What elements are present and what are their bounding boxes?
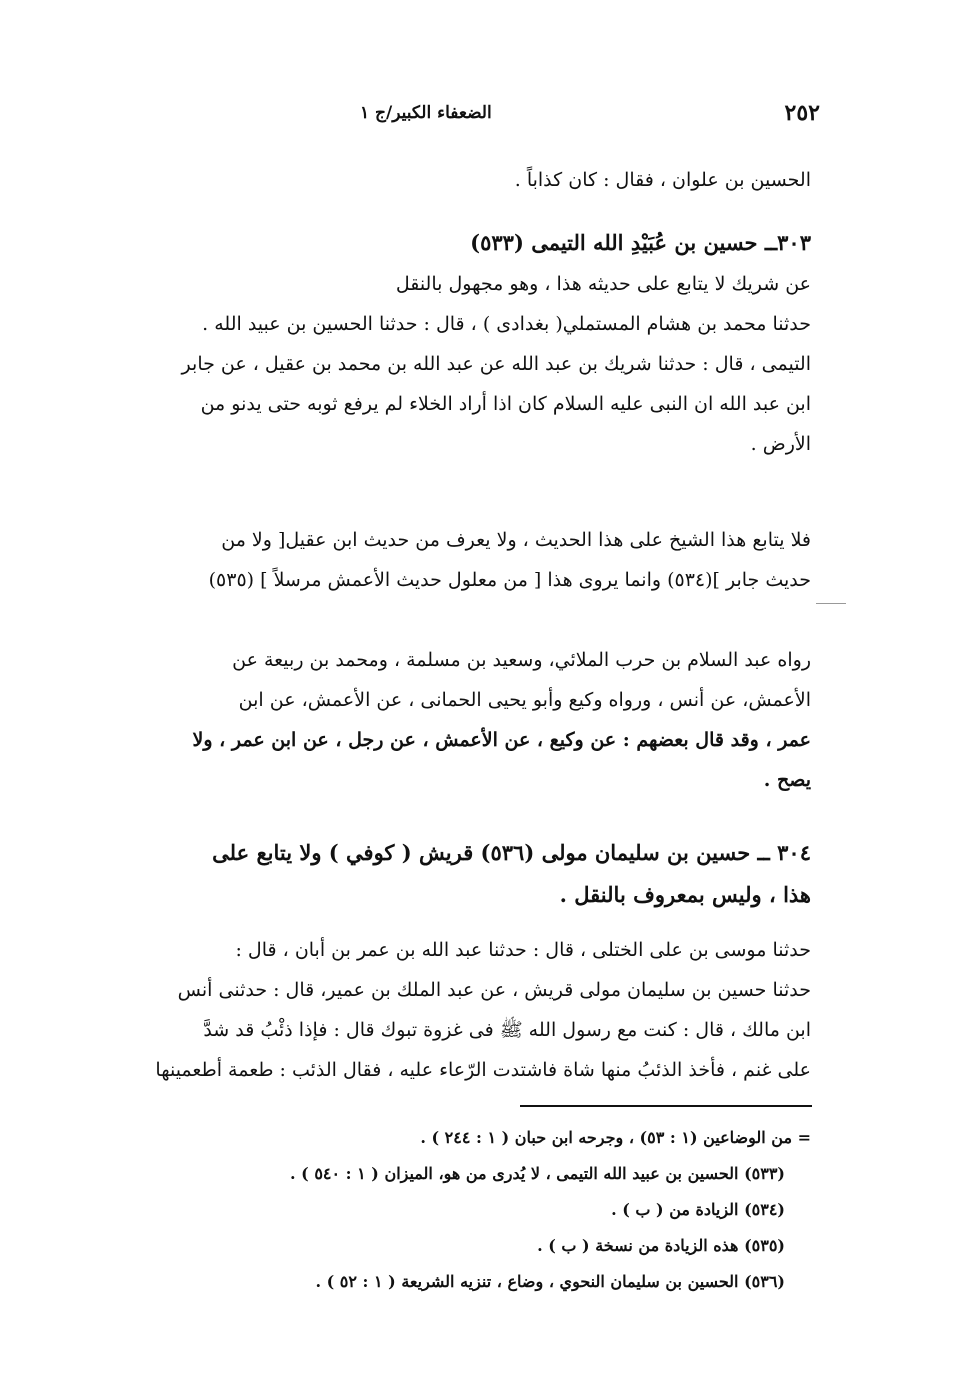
- footnote-separator: [520, 1105, 812, 1107]
- entry-303-line-5: الأرض .: [750, 433, 811, 455]
- entry-303-line-3: التيمى ، قال : حدثنا شريك بن عبد الله عن عبد الله بن محمد بن عقيل ، عن جابر: [181, 353, 811, 375]
- continuation-paragraph: [111, 160, 811, 200]
- continuation-line: الحسين بن علوان ، فقال : كان كذاباً .: [514, 169, 811, 191]
- footnotes: [111, 1120, 811, 1300]
- running-title: الضعفاء الكبير/ج ١: [360, 103, 492, 123]
- entry-303-heading: ٣٠٣ــ حسين بن عُبَيْدِ الله التيمى (٥٣٣): [470, 230, 811, 255]
- entry-303-line-4: ابن عبد الله ان النبى عليه السلام كان اذا أراد الخلاء لم يرفع ثوبه حتى يدنو من: [200, 393, 811, 415]
- entry-303-para3-line-1: رواه عبد السلام بن حرب الملائي، وسعيد بن مسلمة ، ومحمد بن ربيعة عن: [232, 649, 811, 671]
- page-header: [360, 96, 820, 130]
- footnote-535: (٥٣٥) هذه الزيادة من نسخة ( ب ) .: [537, 1236, 785, 1255]
- entry-304-line-1: حدثنا موسى بن على الختلى ، قال : حدثنا عبد الله بن عمر بن أبان ، قال :: [235, 939, 811, 961]
- page-number: ٢٥٢: [784, 100, 820, 126]
- entry-303-para2-line-1: فلا يتابع هذا الشيخ على هذا الحديث ، ولا يعرف من حديث ابن عقيل[ ولا من: [221, 529, 811, 551]
- entry-303-paragraph-2: [111, 520, 811, 600]
- entry-304: [111, 832, 811, 916]
- margin-dash: [816, 603, 846, 604]
- entry-304-line-3: ابن مالك ، قال : كنت مع رسول الله ﷺ فى غزوة تبوك قال : فإذا ذئْبُ قد شدَّ: [203, 1019, 811, 1041]
- entry-303-paragraph-3: [111, 640, 811, 800]
- entry-304-line-4: على غنم ، فأخذ الذئبُ منها شاة فاشتدت الرّعاء عليه ، فقال الذئب : طعمة أطعمينها: [155, 1059, 811, 1081]
- entry-303-line-2: حدثنا محمد بن هشام المستملي( بغدادى ) ، قال : حدثنا الحسين بن عبيد الله .: [202, 313, 811, 335]
- footnote-534: (٥٣٤) الزيادة من ( ب ) .: [611, 1200, 785, 1219]
- entry-303: [111, 222, 811, 464]
- entry-303-para3-line-2: الأعمش، عن أنس ، ورواه وكيع وأبو يحيى الحمانى ، عن الأعمش، عن ابن: [238, 689, 811, 711]
- footnote-continuation: = من الوضاعين (١ : ٥٣) ، وجرحه ابن حبان ( ١ : ٢٤٤ ) .: [420, 1128, 811, 1147]
- entry-303-para3-line-3: عمر ، وقد قال بعضهم : عن وكيع ، عن الأعمش ، عن رجل ، عن ابن عمر ، ولا: [192, 729, 811, 751]
- entry-303-para2-line-2: حديث جابر ](٥٣٤) وانما يروى هذا [ من معلول حديث الأعمش مرسلاً ] (٥٣٥): [208, 569, 811, 591]
- entry-303-line-1: عن شريك لا يتابع على حديثه هذا ، وهو مجهول بالنقل: [395, 273, 811, 295]
- entry-304-heading-line-2: هذا ، وليس بمعروف بالنقل .: [559, 882, 811, 907]
- entry-304-line-2: حدثنا حسين بن سليمان مولى قريش ، عن عبد الملك بن عمير، قال : حدثنى أنس: [177, 979, 811, 1001]
- footnote-533: (٥٣٣) الحسين بن عبيد الله التيمى ، لا يُدرى من هو، الميزان ( ١ : ٥٤٠ ) .: [290, 1164, 785, 1183]
- entry-303-para3-line-4: يصح .: [763, 769, 811, 791]
- entry-304-body: [111, 930, 811, 1090]
- footnote-536: (٥٣٦) الحسين بن سليمان النحوي ، وضاع ، تنزيه الشريعة ( ١ : ٥٢ ) .: [315, 1272, 785, 1291]
- entry-304-heading-line-1: ٣٠٤ ــ حسين بن سليمان مولى (٥٣٦) قريش ( كوفي ) ولا يتابع على: [212, 840, 811, 865]
